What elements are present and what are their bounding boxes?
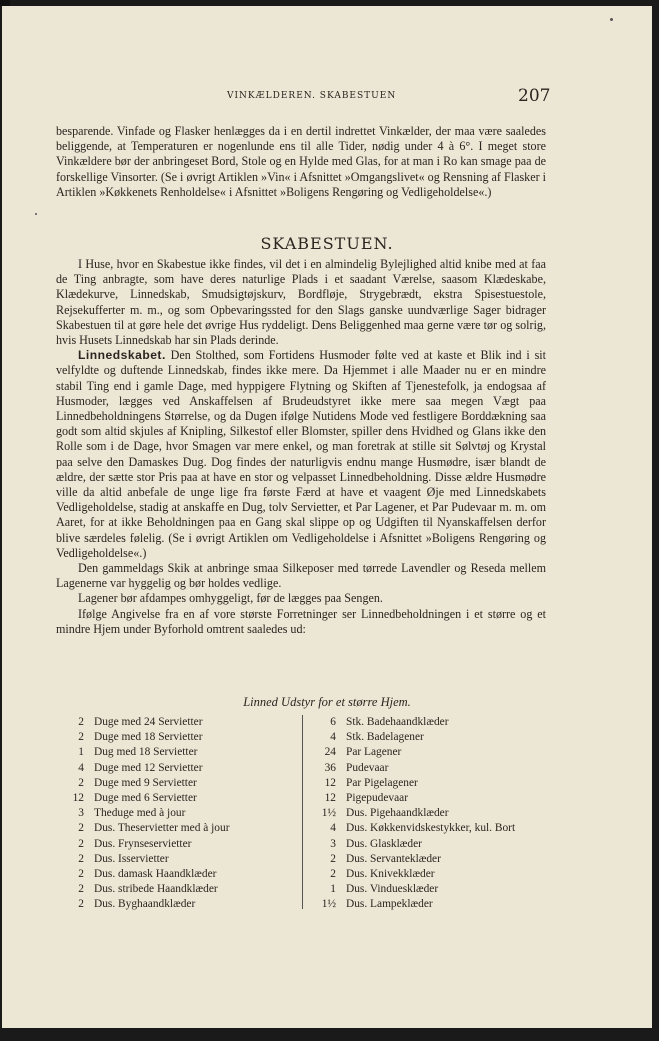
row-qty: 6 — [330, 716, 336, 728]
row-qty: 2 — [78, 776, 84, 789]
table-row — [58, 821, 298, 836]
table-row — [58, 837, 298, 852]
intro-paragraph: besparende. Vinfade og Flasker henlægges da i en dertil indrettet Vinkælder, der maa være saaledes beliggende, at Temperaturen er nogenlunde ens til alle Tider, nødig under 4 à 6°. I meget store Vinkældere bør der anbringeset Bord, Stole og en Hylde med Glas, for at man i Ro kan smage paa de forskellige Vinsorter. (Se i øvrigt Artiklen »Vin« i Afsnittet »Omgangslivet« og Rensning af Flasker i Artiklen »Køkkenets Renholdelse« i Afsnittet »Boligens Rengøring og Vedligeholdelse«.) — [56, 124, 546, 199]
row-qty: 2 — [78, 868, 84, 881]
row-qty: 2 — [330, 868, 336, 881]
row-qty: 4 — [330, 822, 336, 835]
table-row — [58, 867, 298, 882]
table-row — [58, 882, 298, 897]
row-qty: 12 — [324, 776, 336, 789]
table-row — [310, 882, 560, 897]
running-head: VINKÆLDEREN. SKABESTUEN — [227, 91, 397, 101]
row-qty: 3 — [78, 807, 84, 820]
row-item: Dus. Glasklæder — [346, 837, 422, 850]
row-item: Dus. Lampeklæder — [346, 898, 433, 911]
row-item: Dus. Knivekklæder — [346, 868, 435, 881]
linnedskab-text: Den Stolthed, som Fortidens Husmoder følte ved at kaste et Blik ind i sit velfyldte og duftende Linnedskab, findes ikke mere. Da Hjemmet i alle Maader nu er en mindre stabil Ting end i gamle Dage, med hyppigere Flytning og Skiften af Tjenestefolk, ja endogsaa af Husmoder, lægges ved Anskaffelsen af Brudeudstyret ikke mere saa megen Vægt paa Linnedbeholdningens Størrelse, og da Dugen ifølge Nutidens Mode ved festligere Borddækning saa godt som altid skjules af Knipling, Silkestof eller Blomster, spiller dens Hvidhed og Glans ikke den Rolle som i de Dage, hvor Smagen var mere enkel, og man foretrak at stille sit Sølvtøj og Krystal paa selve den Damaskes Dug. Dog findes der naturligvis endnu mange Husmødre, især blandt de ældre, der sætte stor Pris paa at have en stor og velpasset Linnedbeholdning. Disse ældre Husmødre ville da altid anbefale de unge lige fra første Færd at have et vaagent Øje med Linnedskabets Vedligeholdelse, stadig at anskaffe en Dug, tolv Servietter, et Par Lagener, et Par Pudevaar m. m. om Aaret, for at ikke Beholdningen paa en Gang skal slippe op og Udgiften til Nyanskaffelsen derfor blive særdeles følelig. (Se i øvrigt Artiklen om Vedligeholdelse i Afsnittet »Boligens Rengøring og Vedligeholdelse«.) — [56, 348, 546, 560]
row-qty: 2 — [78, 822, 84, 835]
row-item: Theduge med à jour — [94, 807, 186, 820]
row-item: Dus. stribede Haandklæder — [94, 883, 218, 896]
row-qty: 1½ — [321, 807, 336, 820]
intro-block — [56, 124, 546, 200]
row-qty: 24 — [324, 746, 336, 759]
paper-speck — [610, 18, 613, 21]
row-item: Dus. damask Haandklæder — [94, 868, 217, 881]
table-row — [58, 852, 298, 867]
row-qty: 2 — [78, 852, 84, 865]
table-row — [310, 715, 560, 730]
row-item: Duge med 6 Servietter — [94, 792, 197, 805]
table-row — [310, 821, 560, 836]
table-row — [310, 761, 560, 776]
table-row — [58, 715, 298, 730]
table-row — [58, 776, 298, 791]
lagener-paragraph: Lagener bør afdampes omhyggeligt, før de lægges paa Sengen. — [78, 591, 383, 606]
table-row — [310, 730, 560, 745]
row-qty: 36 — [324, 761, 336, 774]
row-item: Dus. Frynseservietter — [94, 837, 192, 850]
table-row — [310, 852, 560, 867]
paper-speck — [35, 213, 37, 215]
table-row — [310, 897, 560, 912]
row-item: Pigepudevaar — [346, 792, 408, 805]
table-row — [310, 806, 560, 821]
section-heading: SKABESTUEN. — [260, 234, 394, 253]
table-row — [310, 776, 560, 791]
table-row — [58, 730, 298, 745]
row-item: Par Pigelagener — [346, 776, 418, 789]
table-row — [58, 806, 298, 821]
row-qty: 2 — [78, 837, 84, 850]
row-qty: 1 — [78, 746, 84, 759]
table-row — [58, 791, 298, 806]
row-item: Dus. Theservietter med à jour — [94, 822, 230, 835]
row-qty: 2 — [78, 716, 84, 728]
row-item: Dus. Pigehaandklæder — [346, 807, 449, 820]
linnedskab-paragraph — [56, 348, 546, 561]
table-row — [58, 745, 298, 760]
row-item: Par Lagener — [346, 746, 402, 759]
table-caption: Linned Udstyr for et større Hjem. — [243, 695, 411, 709]
row-qty: 12 — [72, 792, 84, 805]
row-qty: 3 — [330, 837, 336, 850]
page-number: 207 — [518, 86, 551, 106]
row-item: Dus. Servanteklæder — [346, 852, 441, 865]
row-item: Duge med 24 Servietter — [94, 716, 203, 728]
row-item: Stk. Badelagener — [346, 731, 424, 744]
row-item: Dug med 18 Servietter — [94, 746, 198, 759]
row-item: Duge med 18 Servietter — [94, 731, 203, 744]
row-qty: 4 — [78, 761, 84, 774]
lavendler-paragraph: Den gammeldags Skik at anbringe smaa Silkeposer med tørrede Lavendler og Reseda mellem Lagenerne var hyggelig og bør holdes vedlige. — [56, 561, 546, 591]
row-qty: 12 — [324, 792, 336, 805]
row-qty: 1 — [330, 883, 336, 896]
row-qty: 2 — [78, 731, 84, 744]
table-row — [310, 745, 560, 760]
table-row — [310, 837, 560, 852]
column-divider — [302, 715, 303, 909]
linnedskab-label: Linnedskabet. — [78, 348, 166, 363]
linen-table-right-column — [310, 715, 560, 913]
row-qty: 4 — [330, 731, 336, 744]
table-row — [310, 791, 560, 806]
row-item: Duge med 9 Servietter — [94, 776, 197, 789]
book-page — [2, 6, 652, 1028]
linen-table-left-column — [58, 715, 298, 913]
row-item: Pudevaar — [346, 761, 389, 774]
row-qty: 2 — [78, 883, 84, 896]
section-paragraph-1: I Huse, hvor en Skabestue ikke findes, vil det i en almindelig Bylejlighed altid knibe med at faa de Ting anbragte, som have deres naturlige Plads i et saadant Værelse, saasom Klædeskabe, Klædekurve, Linnedskab, Smudsigtøjskurv, Bordfløje, Strygebrædt, ekstra Spisestuestole, Rejsekufferter m. m., og som Opbevaringssted for den Slags ganske uundværlige Sager bidrager Skabestuen til at gøre hele det øvrige Hus ryddeligt. Dens Beliggenhed maa gerne være tør og solrig, hvis Husets Linnedskab har sin Plads derinde. — [56, 257, 546, 348]
table-row — [58, 761, 298, 776]
row-item: Dus. Vinduesklæder — [346, 883, 439, 896]
row-item: Dus. Køkkenvidskestykker, kul. Bort — [346, 822, 516, 835]
table-row — [310, 867, 560, 882]
row-item: Duge med 12 Servietter — [94, 761, 203, 774]
angivelse-paragraph: Ifølge Angivelse fra en af vore største Forretninger ser Linnedbeholdningen i et større og et mindre Hjem under Byforhold omtrent saaledes ud: — [56, 606, 546, 636]
row-qty: 2 — [330, 852, 336, 865]
row-item: Dus. Isservietter — [94, 852, 169, 865]
row-item: Stk. Badehaandklæder — [346, 716, 449, 728]
row-qty: 2 — [78, 898, 84, 911]
table-row — [58, 897, 298, 912]
section-body — [56, 257, 546, 637]
row-qty: 1½ — [321, 898, 336, 911]
row-item: Dus. Byghaandklæder — [94, 898, 196, 911]
